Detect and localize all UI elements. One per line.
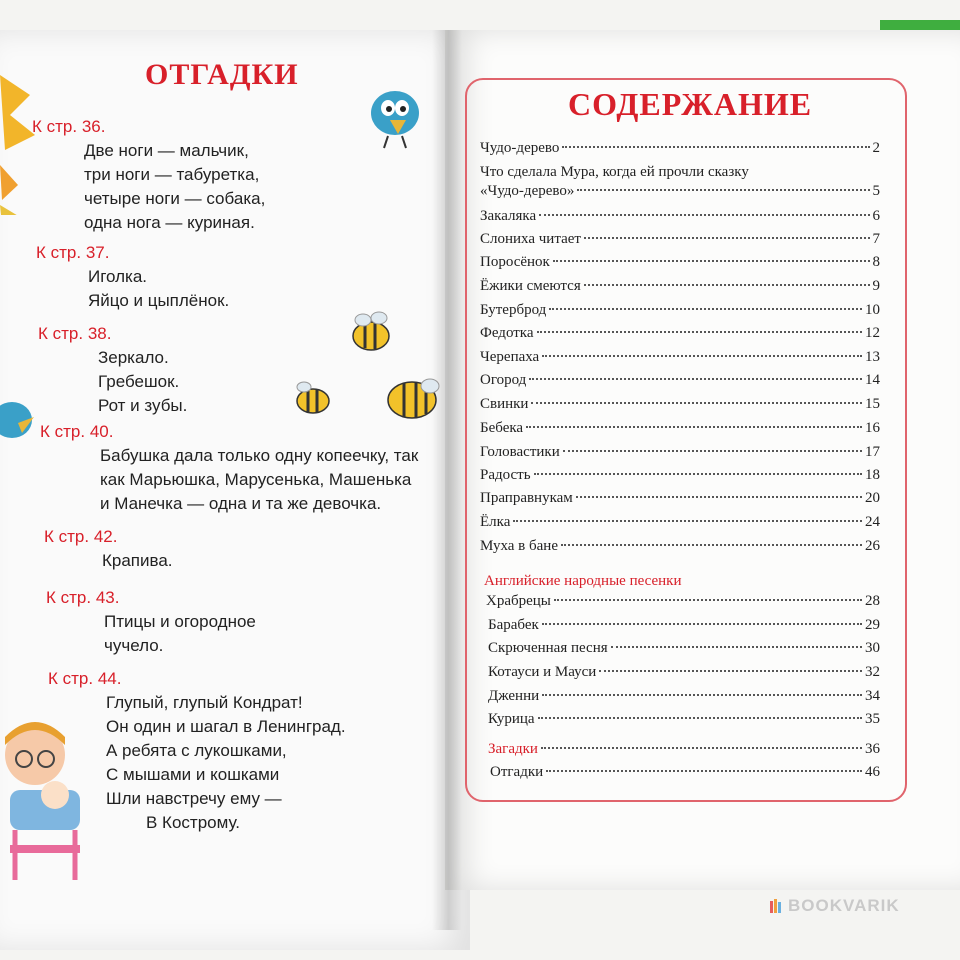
answer-line: Рот и зубы. bbox=[98, 396, 188, 415]
bee-illustration bbox=[382, 372, 442, 424]
entry-page: 6 bbox=[872, 208, 880, 224]
entry-page: 29 bbox=[865, 617, 880, 633]
entry-title: Ёлка bbox=[480, 514, 511, 530]
entry-title: Головастики bbox=[480, 444, 560, 460]
answer-line: Шли навстречу ему — bbox=[106, 789, 282, 808]
answer-block bbox=[38, 322, 187, 418]
entry-page: 10 bbox=[865, 302, 880, 318]
contents-entry bbox=[480, 372, 880, 394]
answer-line: Крапива. bbox=[102, 551, 173, 570]
entry-page: 26 bbox=[865, 538, 880, 554]
answer-line: Он один и шагал в Ленинград. bbox=[106, 717, 346, 736]
entry-title: Бебека bbox=[480, 420, 524, 436]
section-heading: Английские народные песенки bbox=[484, 573, 682, 589]
answer-line: А ребята с лукошками, bbox=[106, 741, 287, 760]
entry-title: Бутерброд bbox=[480, 302, 547, 318]
answers-title: ОТГАДКИ bbox=[145, 58, 299, 91]
entry-title: Закаляка bbox=[480, 208, 537, 224]
contents-entry bbox=[486, 593, 880, 615]
answer-line: три ноги — табуретка, bbox=[84, 165, 260, 184]
page-reference: К стр. 36. bbox=[32, 117, 106, 136]
entry-page: 46 bbox=[865, 764, 880, 780]
answer-line: Гребешок. bbox=[98, 372, 180, 391]
contents-entry bbox=[488, 664, 880, 686]
page-reference: К стр. 37. bbox=[36, 243, 110, 262]
page-reference: К стр. 40. bbox=[40, 422, 114, 441]
bird-partial-illustration bbox=[0, 395, 40, 455]
answer-line: Зеркало. bbox=[98, 348, 169, 367]
entry-page: 8 bbox=[872, 254, 880, 270]
answer-block bbox=[44, 525, 173, 573]
entry-page: 14 bbox=[865, 372, 880, 388]
answer-line: одна нога — куриная. bbox=[84, 213, 255, 232]
bee-illustration bbox=[290, 377, 335, 419]
entry-title: Радость bbox=[480, 467, 531, 483]
entry-page: 20 bbox=[865, 490, 880, 506]
page-reference: К стр. 44. bbox=[48, 669, 122, 688]
entry-title: Скрюченная песня bbox=[488, 640, 608, 656]
book-spine-gutter bbox=[432, 30, 462, 930]
entry-title: Федотка bbox=[480, 325, 534, 341]
entry-page: 35 bbox=[865, 711, 880, 727]
answer-line: Две ноги — мальчик, bbox=[84, 141, 249, 160]
contents-entry bbox=[480, 420, 880, 442]
entry-page: 36 bbox=[865, 741, 880, 757]
entry-title: Барабек bbox=[488, 617, 539, 633]
answer-block bbox=[48, 667, 346, 835]
entry-title: Слониха читает bbox=[480, 231, 581, 247]
contents-entry bbox=[480, 396, 880, 418]
answer-block bbox=[36, 241, 229, 313]
contents-entry-title-line: Что сделала Мура, когда ей прочли сказку bbox=[480, 164, 749, 180]
contents-entry bbox=[480, 278, 880, 300]
entry-page: 16 bbox=[865, 420, 880, 436]
entry-title: Курица bbox=[488, 711, 535, 727]
entry-title: Поросёнок bbox=[480, 254, 550, 270]
section-heading: Загадки bbox=[488, 741, 538, 757]
contents-entry bbox=[480, 467, 880, 489]
answer-line: как Марьюшка, Марусенька, Машенька bbox=[100, 470, 412, 489]
entry-title: Отгадки bbox=[490, 764, 544, 780]
entry-page: 32 bbox=[865, 664, 880, 680]
entry-page: 2 bbox=[872, 140, 880, 156]
contents-entry bbox=[480, 140, 880, 162]
answer-block bbox=[32, 115, 265, 235]
contents-entry bbox=[480, 538, 880, 560]
answer-line: Бабушка дала только одну копеечку, так bbox=[100, 446, 419, 465]
contents-entry bbox=[480, 208, 880, 230]
answer-line: Иголка. bbox=[88, 267, 148, 286]
answer-line: С мышами и кошками bbox=[106, 765, 280, 784]
answer-line: Птицы и огородное bbox=[104, 612, 256, 631]
watermark-text: BOOKVARIK bbox=[788, 896, 900, 915]
entry-page: 5 bbox=[872, 183, 880, 199]
books-icon bbox=[770, 899, 784, 913]
contents-entry bbox=[490, 764, 880, 786]
contents-entry bbox=[480, 490, 880, 512]
contents-entry bbox=[488, 617, 880, 639]
contents-entry bbox=[480, 325, 880, 347]
entry-title: Свинки bbox=[480, 396, 529, 412]
bee-illustration bbox=[345, 308, 395, 356]
contents-entry bbox=[480, 231, 880, 253]
entry-title: Праправнукам bbox=[480, 490, 573, 506]
contents-title: СОДЕРЖАНИЕ bbox=[568, 86, 813, 122]
contents-section-entry bbox=[488, 741, 880, 763]
contents-entry bbox=[480, 183, 880, 205]
answer-block bbox=[46, 586, 256, 658]
page-reference: К стр. 43. bbox=[46, 588, 120, 607]
entry-page: 15 bbox=[865, 396, 880, 412]
answer-line: чучело. bbox=[104, 636, 164, 655]
answer-line: Глупый, глупый Кондрат! bbox=[106, 693, 303, 712]
contents-entry bbox=[480, 254, 880, 276]
contents-entry bbox=[480, 302, 880, 324]
contents-entry bbox=[488, 688, 880, 710]
entry-page: 9 bbox=[872, 278, 880, 294]
entry-page: 7 bbox=[872, 231, 880, 247]
answer-line: Яйцо и цыплёнок. bbox=[88, 291, 230, 310]
answer-block bbox=[40, 420, 418, 516]
contents-entry bbox=[480, 349, 880, 371]
contents-entry bbox=[480, 444, 880, 466]
entry-page: 30 bbox=[865, 640, 880, 656]
entry-page: 24 bbox=[865, 514, 880, 530]
entry-title: Ёжики смеются bbox=[480, 278, 581, 294]
answer-line: В Кострому. bbox=[146, 813, 241, 832]
entry-page: 17 bbox=[865, 444, 880, 460]
entry-title: Черепаха bbox=[480, 349, 540, 365]
entry-page: 12 bbox=[865, 325, 880, 341]
entry-title: Котауси и Мауси bbox=[488, 664, 597, 680]
entry-title: Храбрецы bbox=[486, 593, 551, 609]
entry-title: Чудо-дерево bbox=[480, 140, 560, 156]
entry-title: Муха в бане bbox=[480, 538, 558, 554]
contents-entry bbox=[480, 514, 880, 536]
entry-page: 13 bbox=[865, 349, 880, 365]
contents-entry bbox=[488, 711, 880, 733]
watermark-logo bbox=[770, 896, 900, 916]
entry-page: 28 bbox=[865, 593, 880, 609]
entry-title: Огород bbox=[480, 372, 527, 388]
page-reference: К стр. 38. bbox=[38, 324, 112, 343]
contents-entry bbox=[488, 640, 880, 662]
entry-title: «Чудо-дерево» bbox=[480, 183, 575, 199]
answer-line: и Манечка — одна и та же девочка. bbox=[100, 494, 382, 513]
bird-illustration bbox=[360, 78, 430, 153]
answer-line: четыре ноги — собака, bbox=[84, 189, 266, 208]
entry-page: 18 bbox=[865, 467, 880, 483]
page-reference: К стр. 42. bbox=[44, 527, 118, 546]
entry-title: Дженни bbox=[488, 688, 540, 704]
entry-page: 34 bbox=[865, 688, 880, 704]
